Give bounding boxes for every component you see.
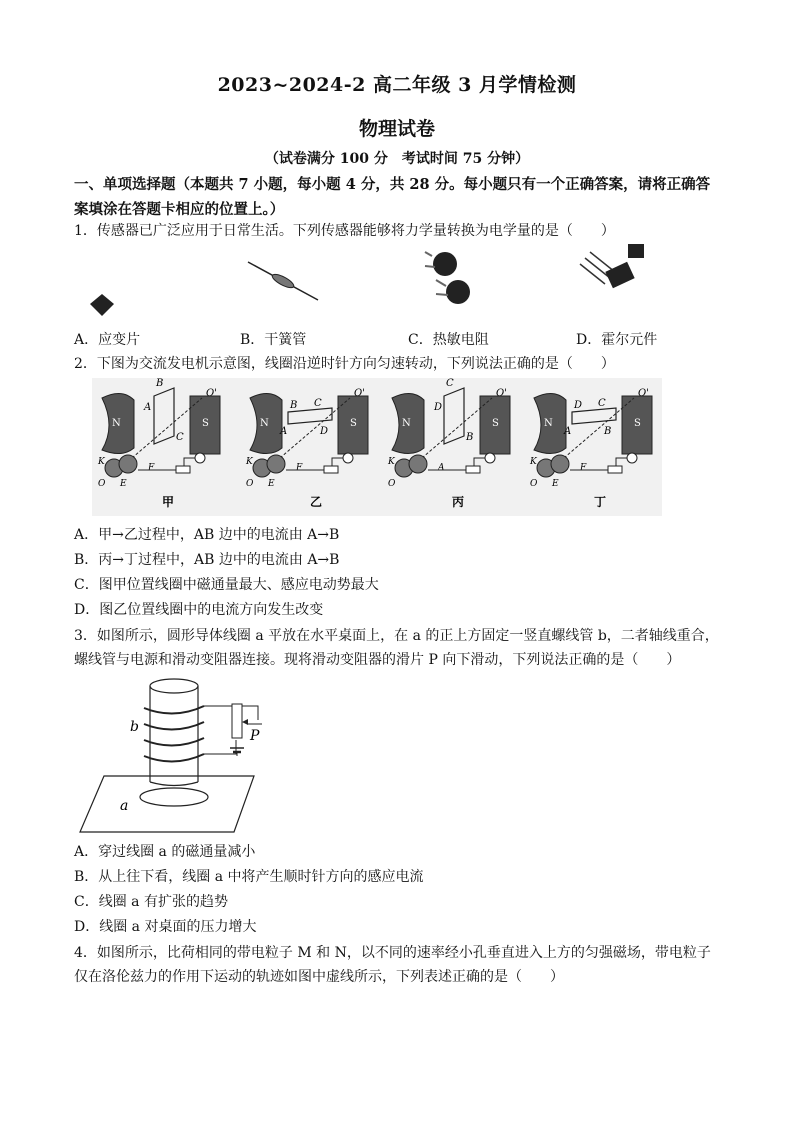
svg-text:N: N: [112, 418, 121, 429]
svg-text:C: C: [598, 398, 606, 409]
q3-stem: 3．如图所示，圆形导体线圈 a 平放在水平桌面上，在 a 的正上方固定一竖直螺线管 b，二者轴线重合，螺线管与电源和滑动变阻器连接。现将滑动变阻器的滑片 P 向下滑动，下列说法正确的是（ ）: [74, 628, 719, 668]
label-a: a: [120, 798, 129, 814]
q2-option-a[interactable]: A．甲→乙过程中，AB 边中的电流由 A→B: [74, 527, 340, 543]
label-b: b: [130, 719, 139, 735]
svg-text:F: F: [580, 463, 587, 473]
svg-text:D: D: [320, 426, 329, 437]
panel-label-2: 乙: [310, 495, 323, 509]
q3-option-b[interactable]: B．从上往下看，线圈 a 中将产生顺时针方向的感应电流: [74, 869, 424, 885]
svg-text:B: B: [290, 400, 298, 411]
q3-option-a[interactable]: A．穿过线圈 a 的磁通量减小: [74, 844, 256, 860]
hall-element-image: [580, 244, 644, 288]
svg-text:E: E: [552, 479, 559, 489]
exam-note: （试卷满分 100 分 考试时间 75 分钟）: [264, 151, 530, 167]
svg-text:N: N: [402, 418, 411, 429]
svg-text:C: C: [314, 398, 322, 409]
svg-text:E: E: [120, 479, 127, 489]
q1-stem: 1．传感器已广泛应用于日常生活。下列传感器能够将力学量转换为电学量的是（ ）: [74, 223, 615, 239]
svg-text:K: K: [388, 457, 395, 467]
svg-text:F: F: [296, 463, 303, 473]
svg-text:C: C: [176, 432, 184, 443]
svg-text:S: S: [202, 418, 209, 429]
q1-option-a[interactable]: A．应变片: [74, 332, 141, 348]
svg-text:E: E: [268, 479, 275, 489]
thermistor-image: [425, 252, 470, 304]
svg-text:B: B: [156, 378, 164, 389]
svg-text:S: S: [350, 418, 357, 429]
svg-text:K: K: [246, 457, 253, 467]
q1-option-b[interactable]: B．干簧管: [240, 332, 307, 348]
svg-text:N: N: [260, 418, 269, 429]
svg-text:D: D: [574, 400, 583, 411]
svg-text:B: B: [466, 432, 474, 443]
q2-stem: 2．下图为交流发电机示意图，线圈沿逆时针方向匀速转动，下列说法正确的是（ ）: [74, 356, 615, 372]
svg-text:D: D: [434, 402, 443, 413]
svg-text:O': O': [638, 388, 649, 399]
panel-label-4: 丁: [594, 495, 607, 509]
svg-text:F: F: [148, 463, 155, 473]
svg-text:N: N: [544, 418, 553, 429]
svg-text:A: A: [144, 402, 152, 413]
section-heading: 一、单项选择题（本题共 7 小题，每小题 4 分，共 28 分。每小题只有一个正确答案，请将正确答案填涂在答题卡相应的位置上。）: [74, 176, 711, 218]
strain-gauge-image: [90, 294, 114, 316]
svg-text:K: K: [98, 457, 105, 467]
svg-text:O: O: [246, 479, 254, 489]
q2-generator-diagrams: [92, 378, 662, 516]
q2-option-b[interactable]: B．丙→丁过程中，AB 边中的电流由 A→B: [74, 552, 340, 568]
svg-text:O': O': [206, 388, 217, 399]
panel-label-1: 甲: [162, 495, 175, 509]
exam-title: 2023~2024-2 高二年级 3 月学情检测: [217, 74, 577, 96]
svg-text:O: O: [98, 479, 106, 489]
svg-text:A: A: [564, 426, 572, 437]
svg-text:O: O: [530, 479, 538, 489]
svg-text:B: B: [604, 426, 612, 437]
svg-text:K: K: [530, 457, 537, 467]
q2-option-c[interactable]: C．图甲位置线圈中磁通量最大、感应电动势最大: [74, 577, 379, 593]
svg-text:O': O': [354, 388, 365, 399]
q3-option-d[interactable]: D．线圈 a 对桌面的压力增大: [74, 919, 257, 935]
svg-text:S: S: [634, 418, 641, 429]
svg-text:A: A: [280, 426, 288, 437]
panel-label-3: 丙: [452, 495, 465, 509]
q2-option-d[interactable]: D．图乙位置线圈中的电流方向发生改变: [74, 602, 324, 618]
svg-text:A: A: [438, 463, 445, 473]
q4-stem: 4．如图所示，比荷相同的带电粒子 M 和 N，以不同的速率经小孔垂直进入上方的匀强磁场，带电粒子仅在洛伦兹力的作用下运动的轨迹如图中虚线所示，下列表述正确的是（ ）: [74, 945, 711, 985]
subject-title: 物理试卷: [358, 118, 435, 140]
label-p: P: [250, 728, 260, 744]
q3-option-c[interactable]: C．线圈 a 有扩张的趋势: [74, 894, 228, 910]
q1-sensor-images: [80, 242, 680, 324]
svg-text:C: C: [446, 378, 454, 389]
svg-text:O': O': [496, 388, 507, 399]
svg-text:O: O: [388, 479, 396, 489]
q1-option-c[interactable]: C．热敏电阻: [408, 332, 489, 348]
q1-option-d[interactable]: D．霍尔元件: [576, 332, 658, 348]
reed-switch-image: [248, 262, 318, 300]
q3-solenoid-diagram: [74, 676, 274, 836]
svg-text:S: S: [492, 418, 499, 429]
